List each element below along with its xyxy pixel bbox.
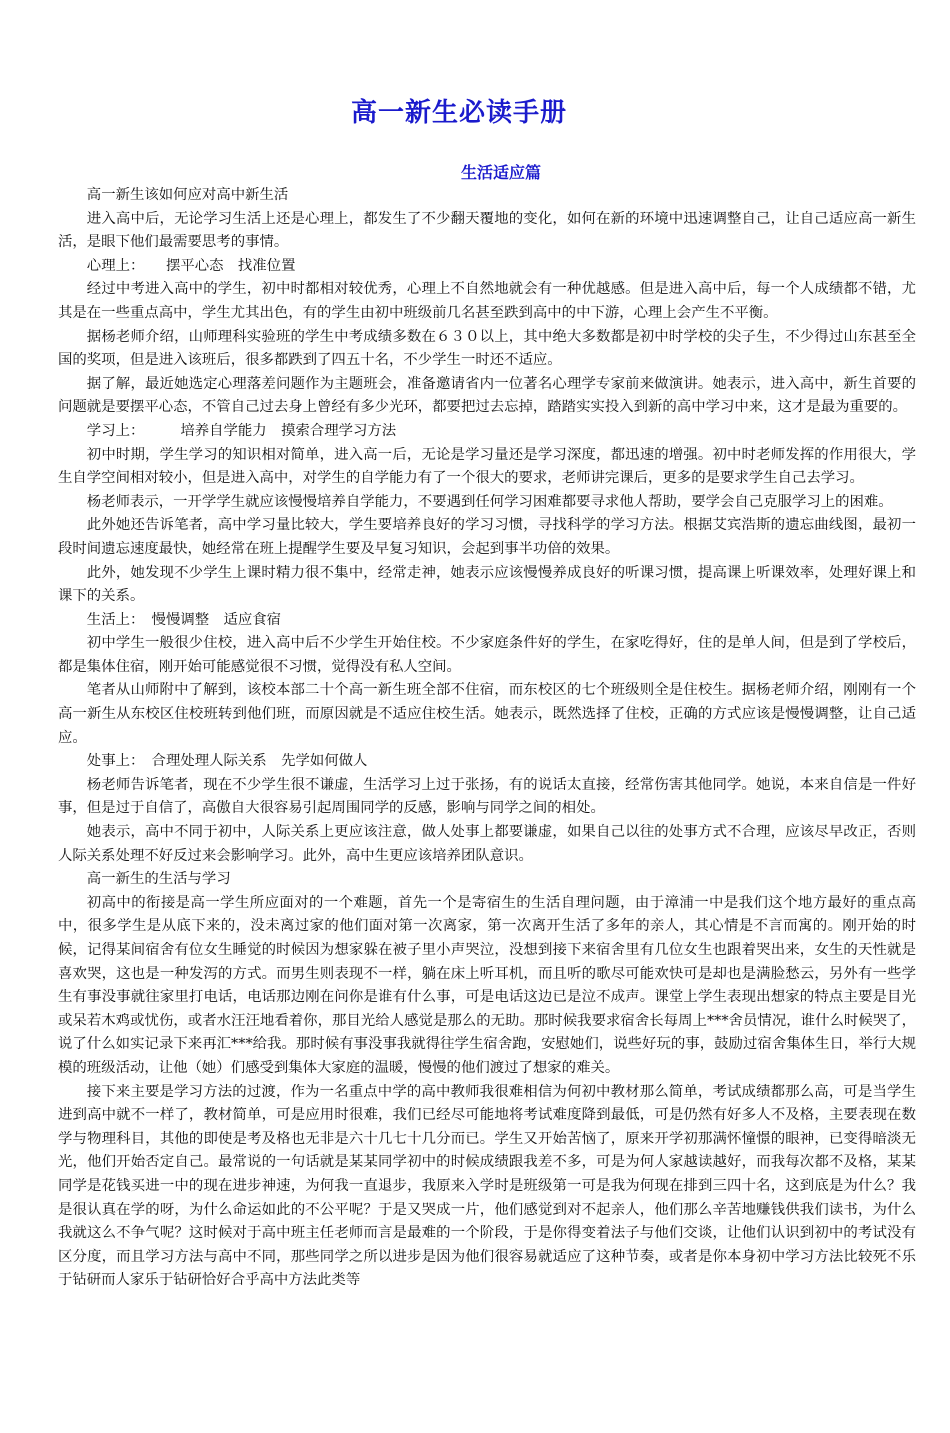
paragraph: 初中学生一般很少住校，进入高中后不少学生开始住校。不少家庭条件好的学生，在家吃得好，住的是单人间，但是到了学校后，都是集体住宿，刚开始可能感觉很不习惯，觉得没有私人空间。 [58, 635, 916, 675]
paragraph: 杨老师告诉笔者，现在不少学生很不谦虚，生活学习上过于张扬，有的说话太直接，经常伤害其他同学。她说，本来自信是一件好事，但是过于自信了，高傲自大很容易引起周围同学的反感，影响与同学之间的相处。 [58, 776, 916, 817]
section-title: 生活适应篇 [460, 163, 541, 182]
paragraph: 据了解，最近她选定心理落差问题作为主题班会，准备邀请省内一位著名心理学专家前来做演讲。她表示，进入高中，新生首要的问题就是要摆平心态，不管自己过去身上曾经有多少光环，都要把过去忘掉，踏踏实实投入到新的高中学习中来，这才是最为重要的。 [58, 375, 916, 416]
paragraph: 进入高中后，无论学习生活上还是心理上，都发生了不少翻天覆地的变化，如何在新的环境中迅速调整自己，让自己适应高一新生活，是眼下他们最需要思考的事情。 [58, 210, 916, 251]
paragraph: 接下来主要是学习方法的过渡，作为一名重点中学的高中教师我很难相信为何初中教材那么简单，考试成绩都那么高，可是当学生进到高中就不一样了，教材简单，可是应用时很难，我们已经尽可能地将考试难度降到最低，可是仍然有好多人不及格，主要表现在数学与物理科目，其他的即使是考及格也无非是六十几七十几分而已。学生又开始苦恼了，原来开学初那满怀憧憬的眼神，已变得暗淡无光，他们开始否定自己。最常说的一句话就是某某同学初中的时候成绩跟我差不多，可是为何人家越读越好，而我每次都不及格，某某同学是花钱买进一中的现在进步神速，为何我一直退步，我原来入学时是班级第一可是我为何现在排到三四十名，这到底是为什么？我是很认真在学的呀，为什么命运如此的不公平呢？于是又哭成一片，他们感觉到对不起亲人，他们那么辛苦地赚钱供我们读书，为什么我就这么不争气呢？这时候对于高中班主任老师而言是最难的一个阶段，于是你得变着法子与他们交谈，让他们认识到初中的考试没有区分度，而且学习方法与高中不同，那些同学之所以进步是因为他们很容易就适应了这种节奏，或者是你本身初中学习方法比较死不乐于钻研而人家乐于钻研恰好合乎高中方法此类等 [58, 1083, 916, 1289]
paragraph: 初高中的衔接是高一学生所应面对的一个难题，首先一个是寄宿生的生活自理问题，由于漳浦一中是我们这个地方最好的重点高中，很多学生是从底下来的，没未离过家的他们面对第一次离家，第一次离开生活了多年的亲人，其心情是不言而寓的。刚开始的时候，记得某间宿舍有位女生睡觉的时候因为想家躲在被子里小声哭泣，没想到接下来宿舍里有几位女生也跟着哭出来，女生的天性就是喜欢哭，这也是一种发泻的方式。而男生则表现不一样，躺在床上听耳机，而且听的歌尽可能欢快可是却也是满脸愁云，另外有一些学生有事没事就往家里打电话，电话那边刚在问你是谁有什么事，可是电话这边已是泣不成声。课堂上学生表现出想家的特点主要是目光或呆若木鸡或忧伤，或者水汪汪地看着你，那目光给人感觉是那么的无助。那时候我要求宿舍长每周上***舍员情况，谁什么时候哭了，说了什么如实记录下来再汇***给我。那时候有事没事我就得往学生宿舍跑，安慰她们，说些好玩的事，鼓励过宿舍集体生日，举行大规模的班级活动，让他（她）们感受到集体大家庭的温暖，慢慢的他们渡过了想家的难关。 [58, 894, 916, 1076]
subheading-psychology: 心理上： 摆平心态 找准位置 [86, 257, 296, 274]
paragraph: 据杨老师介绍，山师理科实验班的学生中考成绩多数在６３０以上，其中绝大多数都是初中时学校的尖子生，不少得过山东甚至全国的奖项，但是进入该班后，很多都跌到了四五十名，不少学生一时还不适应。 [58, 328, 916, 369]
heading-how-to-cope: 高一新生该如何应对高中新生活 [86, 187, 289, 203]
subheading-study: 学习上： 培养自学能力 摸索合理学习方法 [86, 422, 397, 439]
paragraph: 她表示，高中不同于初中，人际关系上更应该注意，做人处事上都要谦虚，如果自己以往的处事方式不合理，应该尽早改正，否则人际关系处理不好反过来会影响学习。此外，高中生更应该培养团队意识。 [58, 824, 916, 864]
paragraph: 经过中考进入高中的学生，初中时都相对较优秀，心理上不自然地就会有一种优越感。但是进入高中后，每一个人成绩都不错，尤其是在一些重点高中，学生尤其出色，有的学生由初中班级前几名甚至跌到高中的中下游，心理上会产生不平衡。 [58, 281, 916, 321]
paragraph: 杨老师表示，一开学学生就应该慢慢培养自学能力，不要遇到任何学习困难都要寻求他人帮助，要学会自己克服学习上的困难。 [86, 493, 893, 510]
subheading-relations: 处事上： 合理处理人际关系 先学如何做人 [86, 753, 368, 770]
document-title: 高一新生必读手册 [350, 98, 567, 128]
document-body [58, 184, 916, 1293]
paragraph: 此外她还告诉笔者，高中学习量比较大，学生要培养良好的学习习惯，寻找科学的学习方法。根据艾宾浩斯的遗忘曲线图，最初一段时间遗忘速度最快，她经常在班上提醒学生要及早复习知识，会起到事半功倍的效果。 [58, 517, 916, 557]
heading-life-and-study: 高一新生的生活与学习 [86, 871, 231, 888]
paragraph: 初中时期，学生学习的知识相对简单，进入高一后，无论是学习量还是学习深度，都迅速的增强。初中时老师发挥的作用很大，学生自学空间相对较小，但是进入高中，对学生的自学能力有了一个很大的要求，老师讲完课后，更多的是要求学生自己去学习。 [58, 446, 916, 487]
paragraph: 此外，她发现不少学生上课时精力很不集中，经常走神，她表示应该慢慢养成良好的听课习惯，提高课上听课效率，处理好课上和课下的关系。 [58, 564, 916, 605]
paragraph: 笔者从山师附中了解到，该校本部二十个高一新生班全部不住宿，而东校区的七个班级则全是住校生。据杨老师介绍，刚刚有一个高一新生从东校区住校班转到他们班，而原因就是不适应住校生活。她表示，既然选择了住校，正确的方式应该是慢慢调整，让自己适应。 [58, 682, 916, 746]
subheading-life: 生活上： 慢慢调整 适应食宿 [86, 611, 282, 628]
